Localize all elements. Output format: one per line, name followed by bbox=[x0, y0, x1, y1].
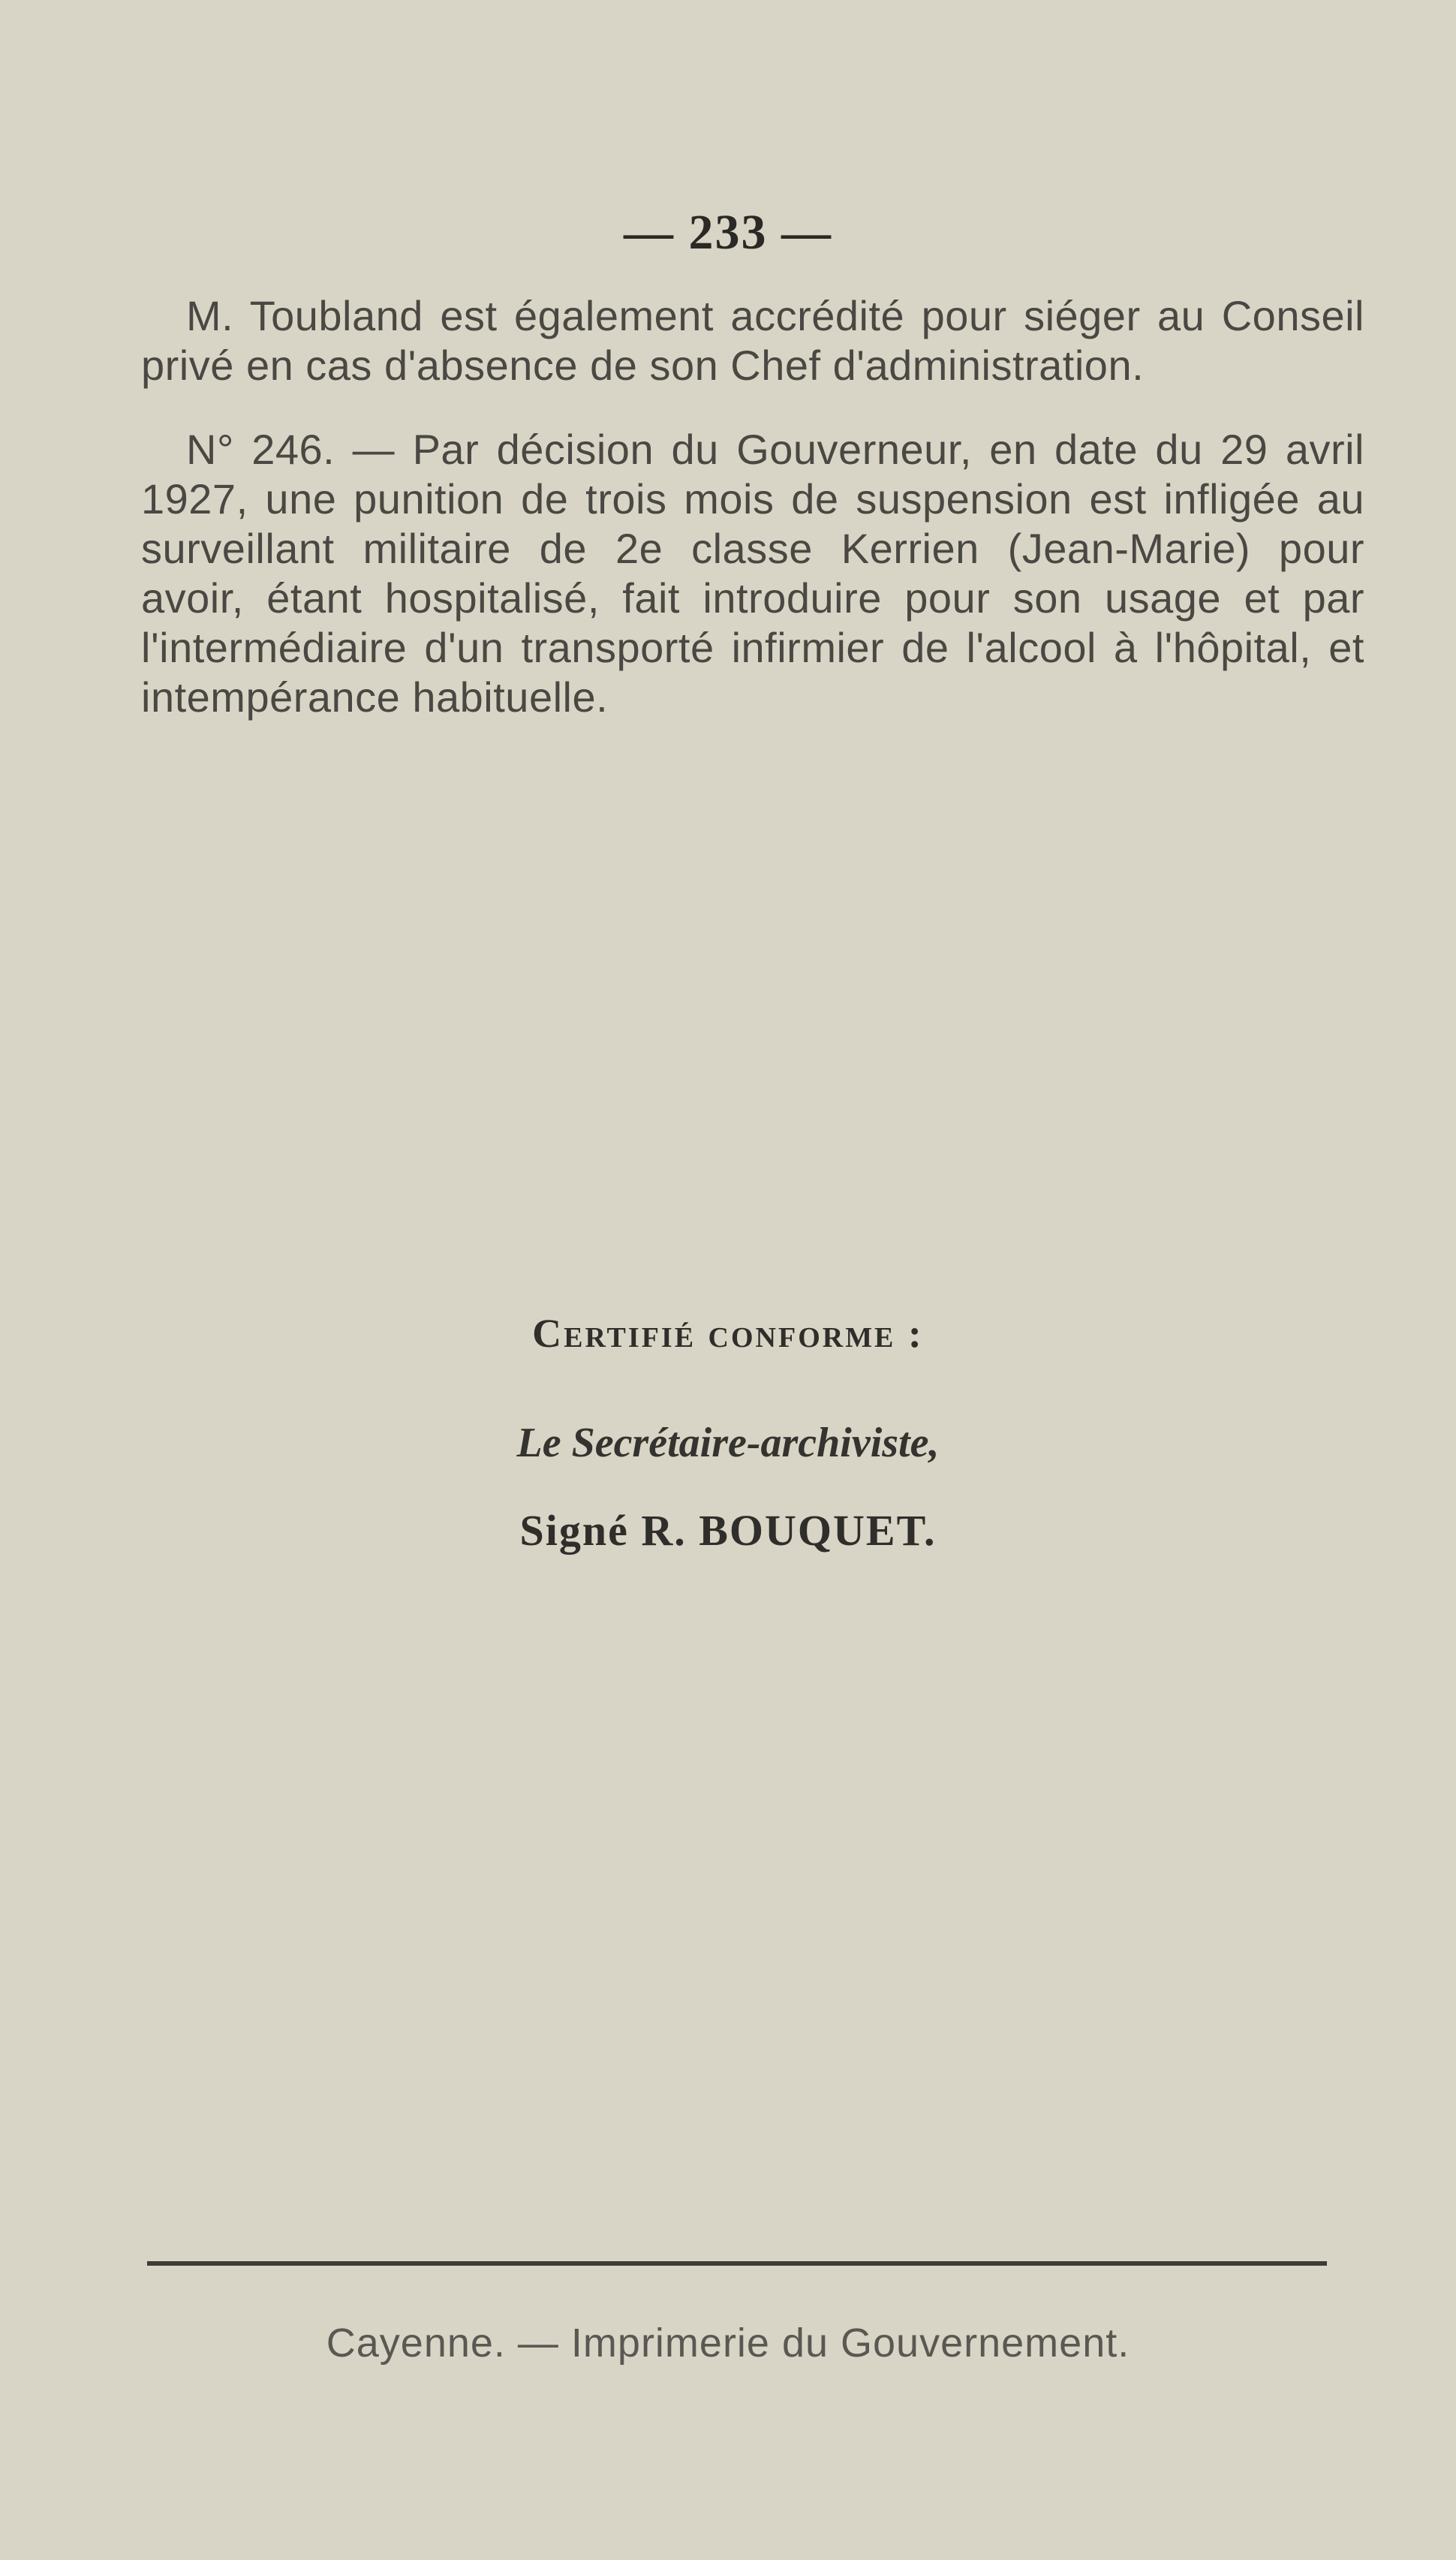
page-number: — 233 — bbox=[624, 205, 832, 260]
certification-heading: Certifié conforme : bbox=[532, 1311, 924, 1356]
paragraph-decision-246: N° 246. — Par décision du Gouverneur, en date du 29 avril 1927, une punition de trois mois de suspension est infligée au surveillant militaire de 2e classe Kerrien (Jean-Marie) pour avoir, étant hospitalisé, fait introduire pour son usage et par l'intermédiaire d'un transporté infirmier de l'alcool à l'hôpital, et intempérance habituelle. bbox=[141, 426, 1364, 721]
signature-line: Signé R. BOUQUET. bbox=[519, 1506, 937, 1555]
footer-divider bbox=[147, 2261, 1327, 2266]
paragraph-toubland: M. Toubland est également accrédité pour siéger au Conseil privé en cas d'absence de son Chef d'administration. bbox=[141, 292, 1364, 389]
printer-imprint: Cayenne. — Imprimerie du Gouvernement. bbox=[326, 2321, 1130, 2366]
signatory-title: Le Secrétaire-archiviste, bbox=[516, 1420, 940, 1466]
